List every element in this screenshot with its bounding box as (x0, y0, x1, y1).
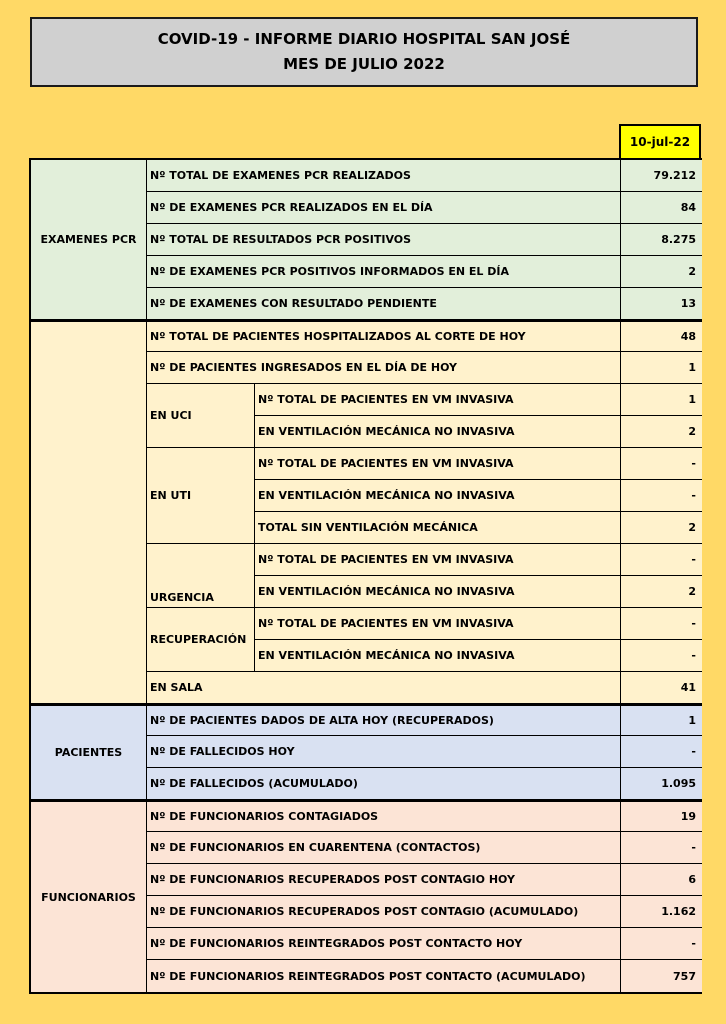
row-label: Nº DE FUNCIONARIOS EN CUARENTENA (CONTACTOS) (147, 832, 621, 864)
row-label: Nº DE FUNCIONARIOS CONTAGIADOS (147, 800, 621, 832)
row-label: Nº DE FUNCIONARIOS REINTEGRADOS POST CONTACTO (ACUMULADO) (147, 960, 621, 992)
row-value: 1.095 (621, 768, 702, 800)
row-value: 79.212 (621, 160, 702, 192)
report-date: 10-jul-22 (619, 124, 701, 158)
row-label: Nº DE FUNCIONARIOS RECUPERADOS POST CONTAGIO HOY (147, 864, 621, 896)
row-label: Nº DE FUNCIONARIOS RECUPERADOS POST CONTAGIO (ACUMULADO) (147, 896, 621, 928)
row-value: 84 (621, 192, 702, 224)
row-label: Nº DE EXAMENES PCR REALIZADOS EN EL DÍA (147, 192, 621, 224)
row-value: - (621, 736, 702, 768)
row-label: Nº DE EXAMENES CON RESULTADO PENDIENTE (147, 288, 621, 320)
row-label: Nº TOTAL DE RESULTADOS PCR POSITIVOS (147, 224, 621, 256)
report-table (29, 158, 702, 994)
report-title-box (30, 17, 698, 87)
row-value: - (621, 608, 702, 640)
row-value: 2 (621, 416, 702, 448)
row-value: - (621, 832, 702, 864)
row-value: - (621, 448, 702, 480)
row-label: Nº TOTAL DE PACIENTES EN VM INVASIVA (255, 448, 621, 480)
row-label: EN VENTILACIÓN MECÁNICA NO INVASIVA (255, 640, 621, 672)
row-label: EN SALA (147, 672, 621, 704)
row-value: - (621, 480, 702, 512)
section-label-funcionarios: FUNCIONARIOS (31, 800, 147, 992)
row-value: 13 (621, 288, 702, 320)
row-value: 1 (621, 704, 702, 736)
row-label: EN VENTILACIÓN MECÁNICA NO INVASIVA (255, 480, 621, 512)
subsection-label-recuperacion: RECUPERACIÓN (147, 608, 255, 672)
row-label: Nº TOTAL DE EXAMENES PCR REALIZADOS (147, 160, 621, 192)
subsection-label-uti: EN UTI (147, 448, 255, 544)
row-label: Nº DE FALLECIDOS HOY (147, 736, 621, 768)
section-label-pacientes: PACIENTES (31, 704, 147, 800)
row-label: Nº DE FUNCIONARIOS REINTEGRADOS POST CONTACTO HOY (147, 928, 621, 960)
report-title: COVID-19 - INFORME DIARIO HOSPITAL SAN JOSÉ (157, 30, 571, 48)
row-value: 41 (621, 672, 702, 704)
row-value: 1 (621, 384, 702, 416)
row-label: Nº TOTAL DE PACIENTES EN VM INVASIVA (255, 384, 621, 416)
section-label-hospitalizados (31, 320, 147, 704)
report-subtitle: MES DE JULIO 2022 (283, 55, 445, 73)
row-value: 8.275 (621, 224, 702, 256)
row-value: 757 (621, 960, 702, 992)
row-value: 6 (621, 864, 702, 896)
row-label: Nº DE EXAMENES PCR POSITIVOS INFORMADOS EN EL DÍA (147, 256, 621, 288)
row-value: 2 (621, 512, 702, 544)
row-label: Nº TOTAL DE PACIENTES HOSPITALIZADOS AL CORTE DE HOY (147, 320, 621, 352)
row-value: 19 (621, 800, 702, 832)
row-label: TOTAL SIN VENTILACIÓN MECÁNICA (255, 512, 621, 544)
row-value: - (621, 640, 702, 672)
row-value: 2 (621, 576, 702, 608)
subsection-label-uci: EN UCI (147, 384, 255, 448)
row-label: Nº DE PACIENTES DADOS DE ALTA HOY (RECUPERADOS) (147, 704, 621, 736)
row-value: - (621, 928, 702, 960)
row-label: Nº DE FALLECIDOS (ACUMULADO) (147, 768, 621, 800)
section-label-examenes: EXAMENES PCR (31, 160, 147, 320)
row-value: 2 (621, 256, 702, 288)
row-value: 1.162 (621, 896, 702, 928)
subsection-label-urgencia: URGENCIA (147, 544, 255, 608)
row-value: 48 (621, 320, 702, 352)
row-label: EN VENTILACIÓN MECÁNICA NO INVASIVA (255, 576, 621, 608)
row-label: Nº TOTAL DE PACIENTES EN VM INVASIVA (255, 544, 621, 576)
row-value: - (621, 544, 702, 576)
row-value: 1 (621, 352, 702, 384)
row-label: Nº DE PACIENTES INGRESADOS EN EL DÍA DE HOY (147, 352, 621, 384)
row-label: EN VENTILACIÓN MECÁNICA NO INVASIVA (255, 416, 621, 448)
row-label: Nº TOTAL DE PACIENTES EN VM INVASIVA (255, 608, 621, 640)
